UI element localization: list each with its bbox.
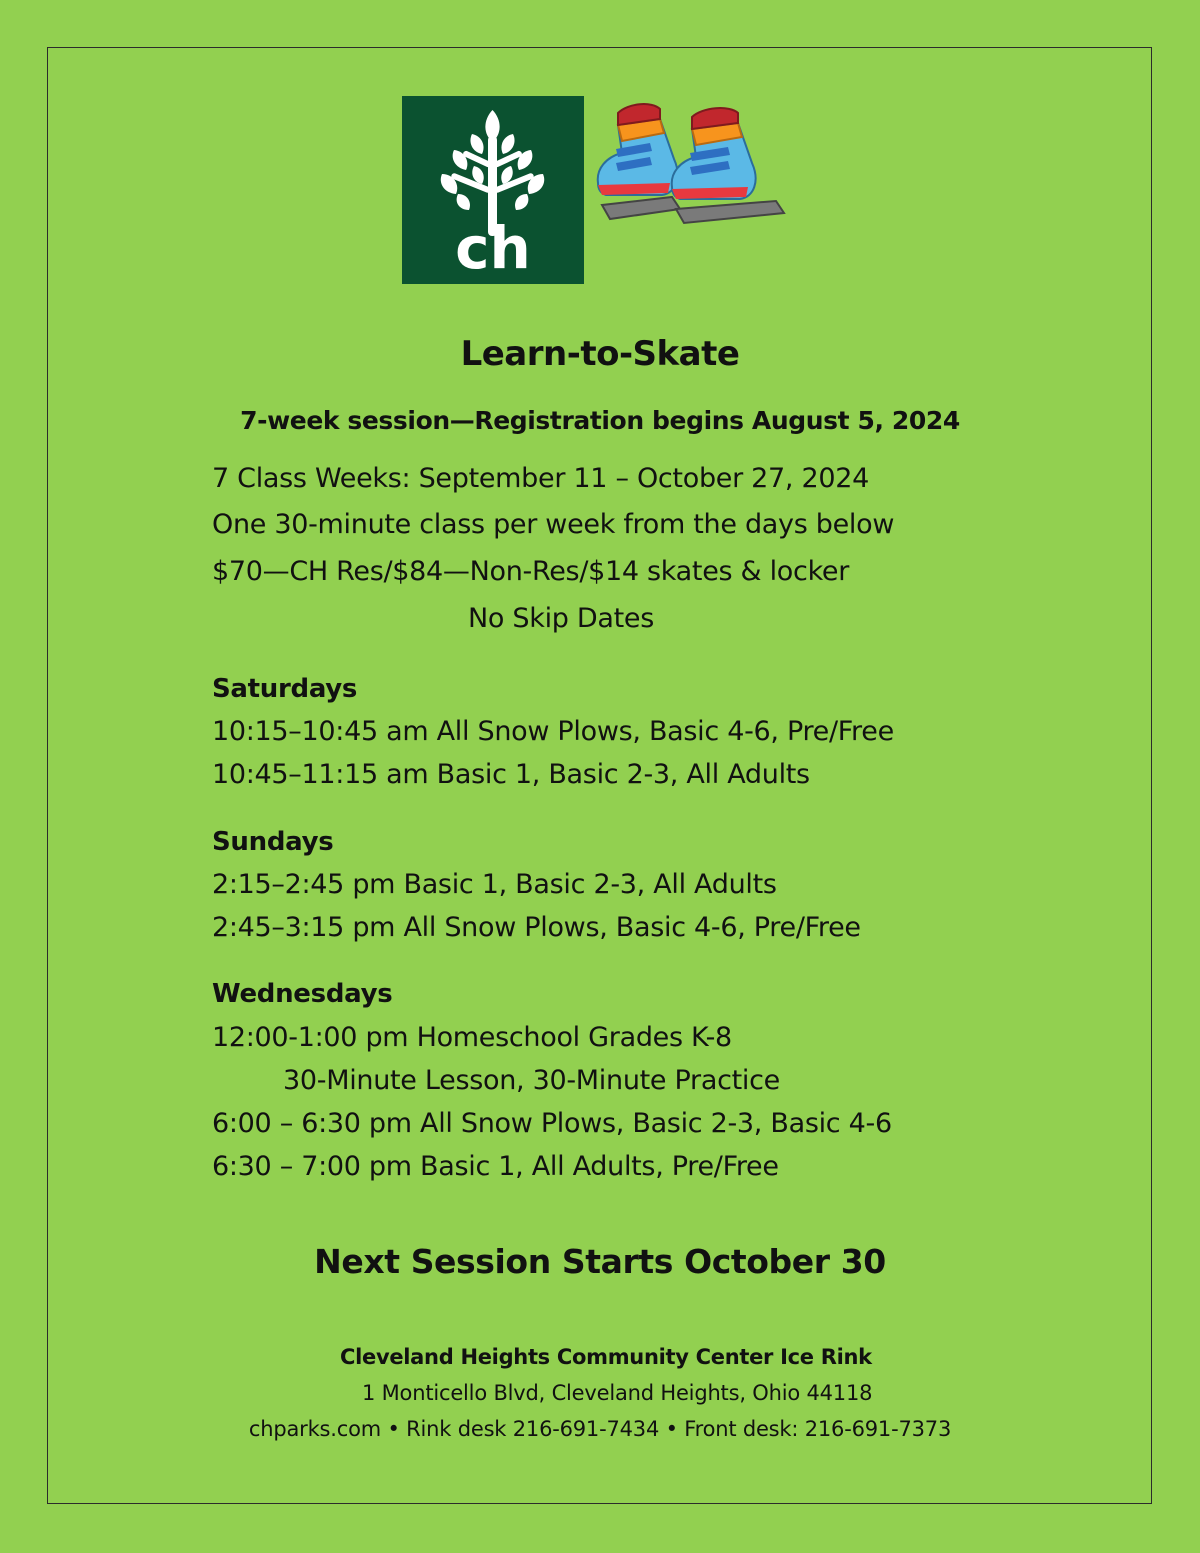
schedule-line: 2:15–2:45 pm Basic 1, Basic 2-3, All Adults [212,869,777,900]
schedule-line: 12:00-1:00 pm Homeschool Grades K-8 [212,1022,732,1053]
schedule-line: 10:15–10:45 am All Snow Plows, Basic 4-6, Pre/Free [212,716,894,747]
next-session-text: Next Session Starts October 30 [314,1242,886,1281]
pricing-text: $70—CH Res/$84—Non-Res/$14 skates & locker [212,556,850,587]
venue-name: Cleveland Heights Community Center Ice Rink [340,1345,872,1369]
skip-dates-text: No Skip Dates [468,603,654,634]
contact-info: chparks.com • Rink desk 216-691-7434 • Front desk: 216-691-7373 [248,1417,952,1441]
saturdays-heading: Saturdays [212,674,358,704]
schedule-line: 6:00 – 6:30 pm All Snow Plows, Basic 2-3, Basic 4-6 [212,1108,892,1139]
schedule-line: 2:45–3:15 pm All Snow Plows, Basic 4-6, Pre/Free [212,912,861,943]
schedule-line: 10:45–11:15 am Basic 1, Basic 2-3, All Adults [212,759,810,790]
wednesdays-heading: Wednesdays [212,979,393,1009]
logo-text: ch [455,214,531,282]
class-weeks-text: 7 Class Weeks: September 11 – October 27, 2024 [212,463,870,494]
schedule-line: 30-Minute Lesson, 30-Minute Practice [283,1065,780,1096]
ice-skates-icon [592,97,792,227]
frequency-text: One 30-minute class per week from the days below [212,509,895,540]
venue-address: 1 Monticello Blvd, Cleveland Heights, Ohio 44118 [362,1381,873,1405]
sundays-heading: Sundays [212,827,334,857]
ch-tree-logo-icon [402,96,584,284]
page-title: Learn-to-Skate [460,334,740,374]
registration-subtitle: 7-week session—Registration begins August 5, 2024 [240,406,960,435]
schedule-line: 6:30 – 7:00 pm Basic 1, All Adults, Pre/Free [212,1151,779,1182]
